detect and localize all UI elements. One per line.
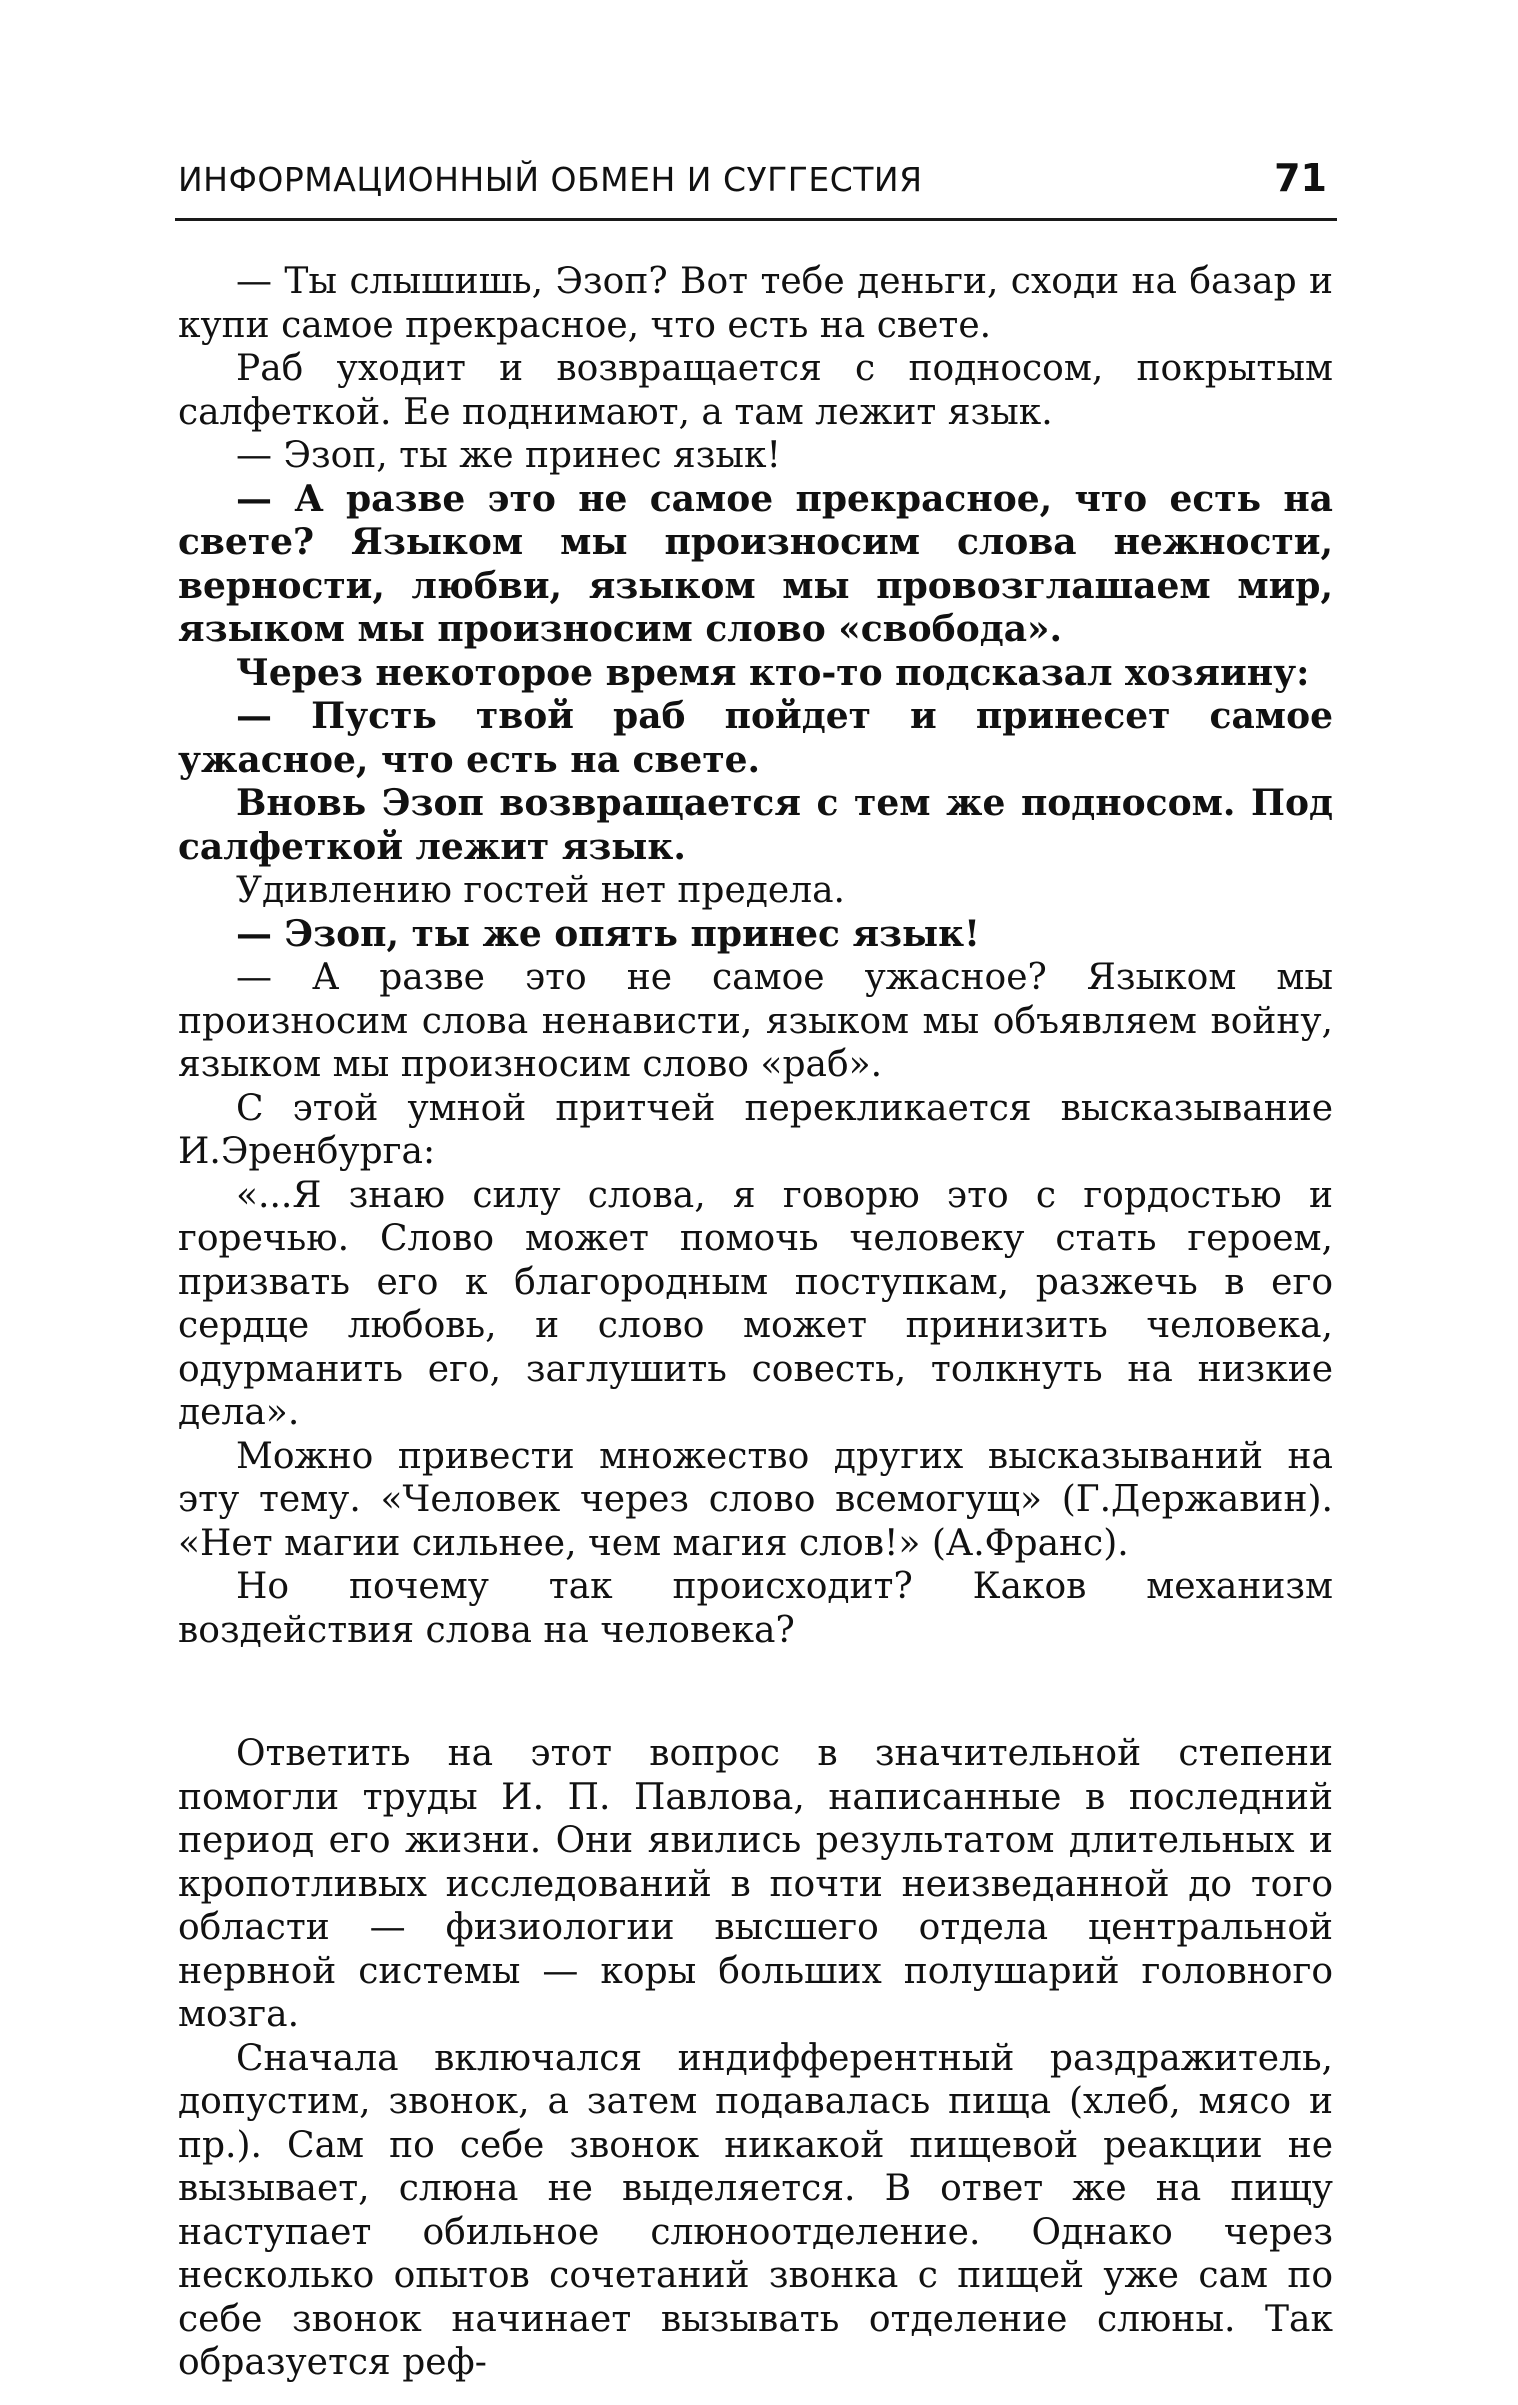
paragraph: «...Я знаю силу слова, я говорю это с гордостью и горечью. Слово может помочь человеку стать героем, призвать его к благородным поступкам, разжечь в его сердце любовь, и слово может принизить человека, одурманить его, заглушить совесть, толкнуть на низкие дела».: [178, 1174, 1333, 1433]
paragraph: Ответить на этот вопрос в значительной степени помогли труды И. П. Павлова, написанные в последний период его жизни. Они явились результатом длительных и кропотливых исследований в почти неизведанной до того области — физиологии высшего отдела центральной нервной системы — коры больших полушарий головного мозга.: [178, 1733, 1333, 2035]
paragraph: Можно привести множество других высказываний на эту тему. «Человек через слово всемогущ» (Г.Державин). «Нет магии сильнее, чем магия слов!» (А.Франс).: [178, 1435, 1333, 1564]
paragraph: — А разве это не самое прекрасное, что есть на свете? Языком мы произносим слова нежности, верности, любви, языком мы провозглашаем мир, языком мы произносим слово «свобода».: [178, 477, 1333, 650]
paragraph: — Эзоп, ты же опять принес язык!: [236, 912, 980, 955]
running-title: ИНФОРМАЦИОННЫЙ ОБМЕН И СУГГЕСТИЯ: [178, 160, 923, 199]
paragraph: Раб уходит и возвращается с подносом, покрытым салфеткой. Ее поднимают, а там лежит язык.: [178, 348, 1333, 433]
page-number: 71: [1274, 156, 1327, 200]
paragraph: — Ты слышишь, Эзоп? Вот тебе деньги, сходи на базар и купи самое прекрасное, что есть на свете.: [178, 261, 1333, 346]
running-header: [175, 156, 1335, 210]
paragraph: Вновь Эзоп возвращается с тем же подносом. Под салфеткой лежит язык.: [178, 782, 1333, 868]
paragraph: — А разве это не самое ужасное? Языком мы произносим слова ненависти, языком мы объявляем войну, языком мы произносим слово «раб».: [178, 957, 1333, 1085]
paragraph: Через некоторое время кто-то подсказал хозяину:: [236, 651, 1310, 694]
section-gap: [178, 1652, 1333, 1732]
paragraph: — Эзоп, ты же принес язык!: [236, 435, 781, 476]
paragraph: Сначала включался индифферентный раздражитель, допустим, звонок, а затем подавалась пища (хлеб, мясо и пр.). Сам по себе звонок никакой пищевой реакции не вызывает, слюна не выделяется. В ответ же на пищу наступает обильное слюноотделение. Однако через несколько опытов сочетаний звонка с пищей уже сам по себе звонок начинает вызывать отделение слюны. Так образуется реф-: [178, 2037, 1333, 2383]
paragraph: С этой умной притчей перекликается высказывание И.Эренбурга:: [178, 1087, 1333, 1172]
paragraph: Удивлению гостей нет предела.: [236, 870, 845, 911]
paragraph: Но почему так происходит? Каков механизм воздействия слова на человека?: [178, 1566, 1333, 1651]
header-rule: [175, 218, 1337, 221]
paragraph: — Пусть твой раб пойдет и принесет самое ужасное, что есть на свете.: [178, 695, 1333, 781]
body-text: [178, 260, 1333, 2385]
